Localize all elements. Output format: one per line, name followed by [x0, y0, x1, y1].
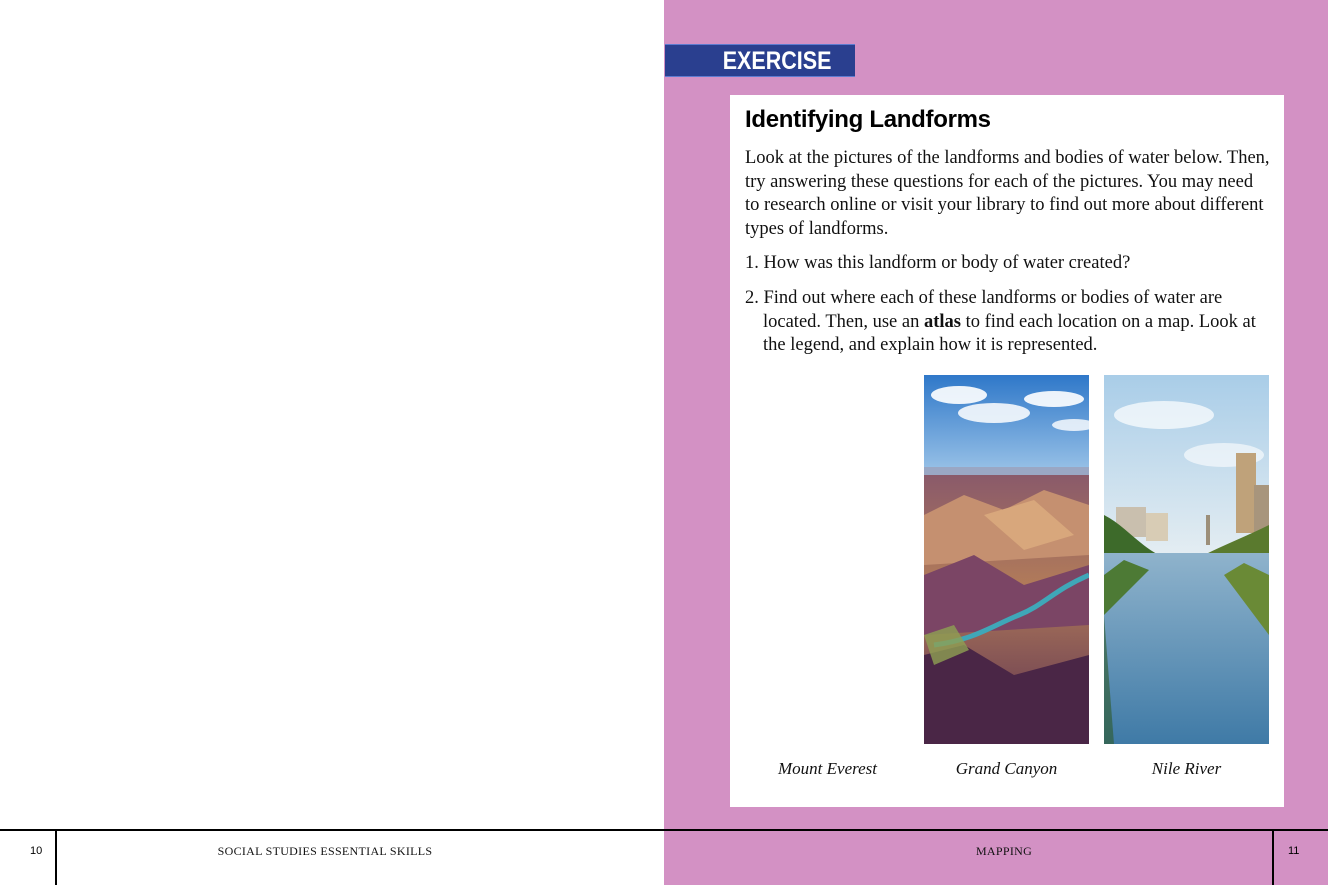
grand-canyon-caption: Grand Canyon [955, 759, 1058, 778]
footer-rule [0, 829, 1328, 831]
intro-paragraph: Look at the pictures of the landforms and bodies of water below. Then, try answering these questions for each of the pictures. You may need to research online or visit your library to find out more about different types of landforms. [745, 148, 1270, 239]
question-2-text-a: 2. Find out where each of these landforms or bodies of water are located. Then, use an [745, 288, 1223, 332]
right-running-head: MAPPING [975, 844, 1033, 858]
question-2-text-b: to find each location on a map. Look at the legend, and explain how it is represented. [763, 311, 1256, 355]
right-page-number: 11 [1288, 845, 1300, 857]
exercise-label: EXERCISE [722, 47, 831, 75]
nile-river-caption: Nile River [1151, 759, 1222, 778]
question-2 [745, 287, 1275, 358]
nile-river-image [1104, 375, 1269, 744]
exercise-tab [665, 44, 855, 77]
nile-river-photo [1104, 375, 1269, 744]
grand-canyon-image [924, 375, 1089, 744]
grand-canyon-photo [924, 375, 1089, 744]
mount-everest-caption: Mount Everest [778, 759, 877, 778]
mount-everest-photo [745, 375, 910, 744]
left-running-head: SOCIAL STUDIES ESSENTIAL SKILLS [217, 844, 433, 858]
atlas-term: atlas [923, 311, 961, 332]
exercise-card [730, 95, 1284, 807]
card-title: Identifying Landforms [745, 106, 991, 133]
question-1: 1. How was this landform or body of water created? [745, 253, 1131, 273]
left-page-number: 10 [30, 845, 43, 857]
